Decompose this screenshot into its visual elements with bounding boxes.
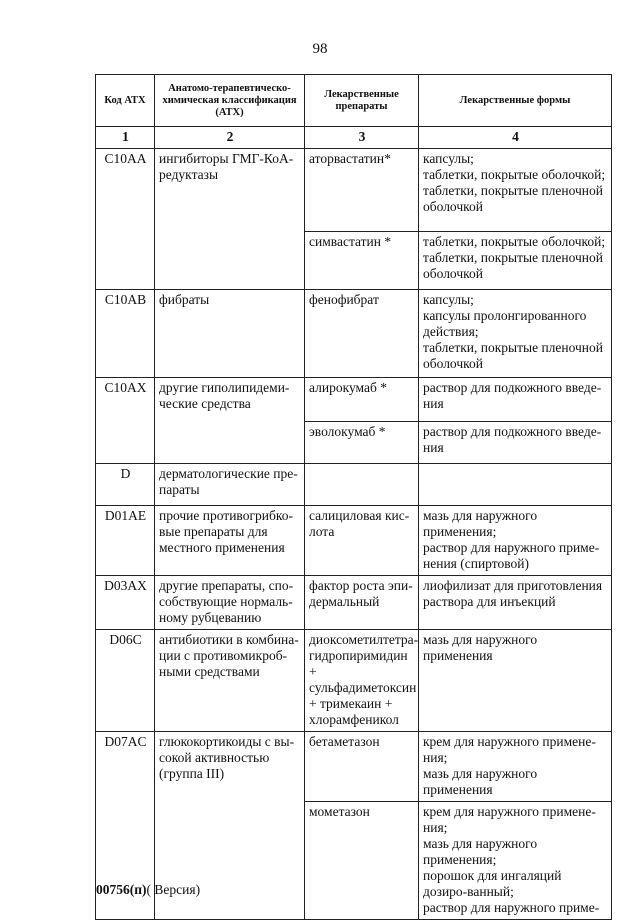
drug-cell: салициловая кис-лота [305, 506, 419, 576]
atx-code-cell: C10AA [96, 149, 155, 290]
page-number: 98 [312, 41, 328, 57]
dosage-form-cell [419, 464, 612, 506]
header-row [96, 75, 612, 127]
atx-code-cell: C10AB [96, 290, 155, 378]
classification-cell: другие препараты, спо-собствующие нормаль-ному рубцеванию [155, 576, 305, 630]
dosage-form-cell: мазь для наружного применения; раствор для наружного приме-нения (спиртовой) [419, 506, 612, 576]
atx-code-cell: D07AC [96, 732, 155, 920]
dosage-form-cell: капсулы; таблетки, покрытые оболочкой; таблетки, покрытые пленочной оболочкой [419, 149, 612, 232]
classification-cell: прочие противогрибко-вые препараты для местного применения [155, 506, 305, 576]
dosage-form-cell: лиофилизат для приготовления раствора для инъекций [419, 576, 612, 630]
column-number: 2 [155, 127, 305, 149]
atx-code-cell: C10AX [96, 378, 155, 464]
header-classification: Анатомо-терапевтическо-химическая классификация (АТХ) [155, 75, 305, 127]
column-number: 3 [305, 127, 419, 149]
footer-version: ( Версия) [146, 882, 201, 897]
table-row [96, 290, 612, 378]
atx-table [95, 74, 612, 920]
table-row [96, 506, 612, 576]
drug-cell: бетаметазон [305, 732, 419, 802]
table-row [96, 378, 612, 422]
atx-code-cell: D06C [96, 630, 155, 732]
header-drugs: Лекарственные препараты [305, 75, 419, 127]
table-row [96, 576, 612, 630]
classification-cell: ингибиторы ГМГ-КоА-редуктазы [155, 149, 305, 290]
classification-cell: фибраты [155, 290, 305, 378]
footer-doc-id: 00756(п) [96, 882, 147, 897]
drug-cell: алирокумаб * [305, 378, 419, 422]
drug-cell: диоксометилтетра-гидропиримидин + сульфадиметоксин + тримекаин + хлорамфеникол [305, 630, 419, 732]
drug-cell: симвастатин * [305, 232, 419, 290]
classification-cell: дерматологические пре-параты [155, 464, 305, 506]
table-row [96, 464, 612, 506]
drug-cell: мометазон [305, 802, 419, 920]
drug-cell [305, 464, 419, 506]
table-body [96, 149, 612, 920]
dosage-form-cell: капсулы; капсулы пролонгированного действия; таблетки, покрытые пленочной оболочкой [419, 290, 612, 378]
column-number: 1 [96, 127, 155, 149]
dosage-form-cell: таблетки, покрытые оболочкой; таблетки, покрытые пленочной оболочкой [419, 232, 612, 290]
table-row [96, 630, 612, 732]
atx-code-cell: D [96, 464, 155, 506]
classification-cell: другие гиполипидеми-ческие средства [155, 378, 305, 464]
drug-cell: фактор роста эпи-дермальный [305, 576, 419, 630]
column-number: 4 [419, 127, 612, 149]
dosage-form-cell: раствор для подкожного введе-ния [419, 378, 612, 422]
footer [96, 882, 200, 898]
dosage-form-cell: раствор для подкожного введе-ния [419, 422, 612, 464]
drug-cell: эволокумаб * [305, 422, 419, 464]
dosage-form-cell: мазь для наружного применения [419, 630, 612, 732]
classification-cell: глюкокортикоиды с вы-сокой активностью (группа III) [155, 732, 305, 920]
atx-code-cell: D01AE [96, 506, 155, 576]
column-number-row [96, 127, 612, 149]
header-forms: Лекарственные формы [419, 75, 612, 127]
table-row [96, 149, 612, 232]
header-atx-code: Код АТХ [96, 75, 155, 127]
atx-code-cell: D03AX [96, 576, 155, 630]
classification-cell: антибиотики в комбина-ции с противомикроб-ными средствами [155, 630, 305, 732]
drug-cell: аторвастатин* [305, 149, 419, 232]
drug-cell: фенофибрат [305, 290, 419, 378]
table-row [96, 732, 612, 802]
dosage-form-cell: крем для наружного примене-ния; мазь для наружного применения [419, 732, 612, 802]
dosage-form-cell: крем для наружного примене-ния; мазь для наружного применения; порошок для ингаляций дозиро-ванный; раствор для наружного приме- [419, 802, 612, 920]
